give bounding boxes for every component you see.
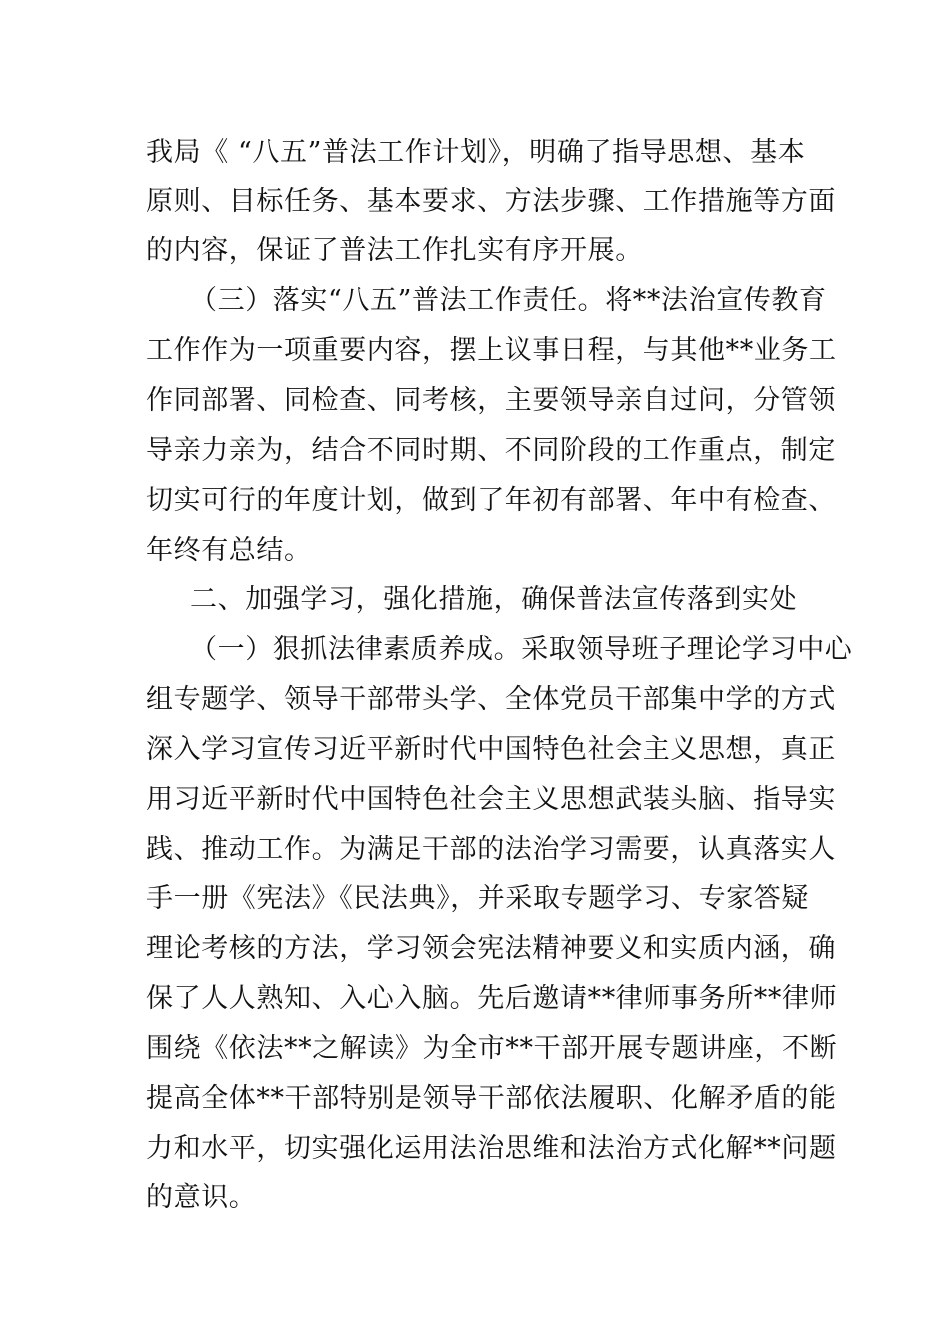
text-line: 践、推动工作。为满足干部的法治学习需要，认真落实人 bbox=[146, 834, 836, 865]
text-line: 工作作为一项重要内容，摆上议事日程，与其他**业务工 bbox=[146, 335, 837, 366]
text-line: 用习近平新时代中国特色社会主义思想武装头脑、指导实 bbox=[146, 784, 836, 815]
text-line: 切实可行的年度计划，做到了年初有部署、年中有检查、 bbox=[146, 485, 836, 516]
text-line: 的内容，保证了普法工作扎实有序开展。 bbox=[146, 235, 643, 266]
text-line: 力和水平，切实强化运用法治思维和法治方式化解**问题 bbox=[146, 1133, 837, 1164]
text-line: 深入学习宣传习近平新时代中国特色社会主义思想，真正 bbox=[146, 734, 836, 765]
chapter-heading-2: 二、加强学习，强化措施，确保普法宣传落到实处 bbox=[190, 584, 798, 615]
text-line: 保了人人熟知、入心入脑。先后邀请**律师事务所**律师 bbox=[146, 983, 838, 1014]
text-line: 组专题学、领导干部带头学、全体党员干部集中学的方式 bbox=[146, 684, 836, 715]
text-line: 我局《 “八五”普法工作计划》，明确了指导思想、基本 bbox=[146, 137, 806, 168]
text-line: 年终有总结。 bbox=[146, 535, 312, 566]
text-line: 导亲力亲为，结合不同时期、不同阶段的工作重点，制定 bbox=[146, 435, 836, 466]
text-line: 手一册《宪法》《民法典》，并采取专题学习、专家答疑 bbox=[146, 883, 809, 914]
text-line: 的意识。 bbox=[146, 1182, 257, 1213]
text-line: 作同部署、同检查、同考核，主要领导亲自过问，分管领 bbox=[146, 385, 836, 416]
section-heading-1: （一）狠抓法律素质养成。采取领导班子理论学习中心 bbox=[190, 634, 853, 665]
text-line: 围绕《依法**之解读》为全市**干部开展专题讲座，不断 bbox=[146, 1033, 838, 1064]
text-line: 提高全体**干部特别是领导干部依法履职、化解矛盾的能 bbox=[146, 1083, 837, 1114]
text-line: 原则、目标任务、基本要求、方法步骤、工作措施等方面 bbox=[146, 186, 836, 217]
section-heading-3: （三）落实“八五”普法工作责任。将**法治宣传教育 bbox=[190, 285, 827, 316]
text-line: 理论考核的方法，学习领会宪法精神要义和实质内涵，确 bbox=[146, 933, 836, 964]
